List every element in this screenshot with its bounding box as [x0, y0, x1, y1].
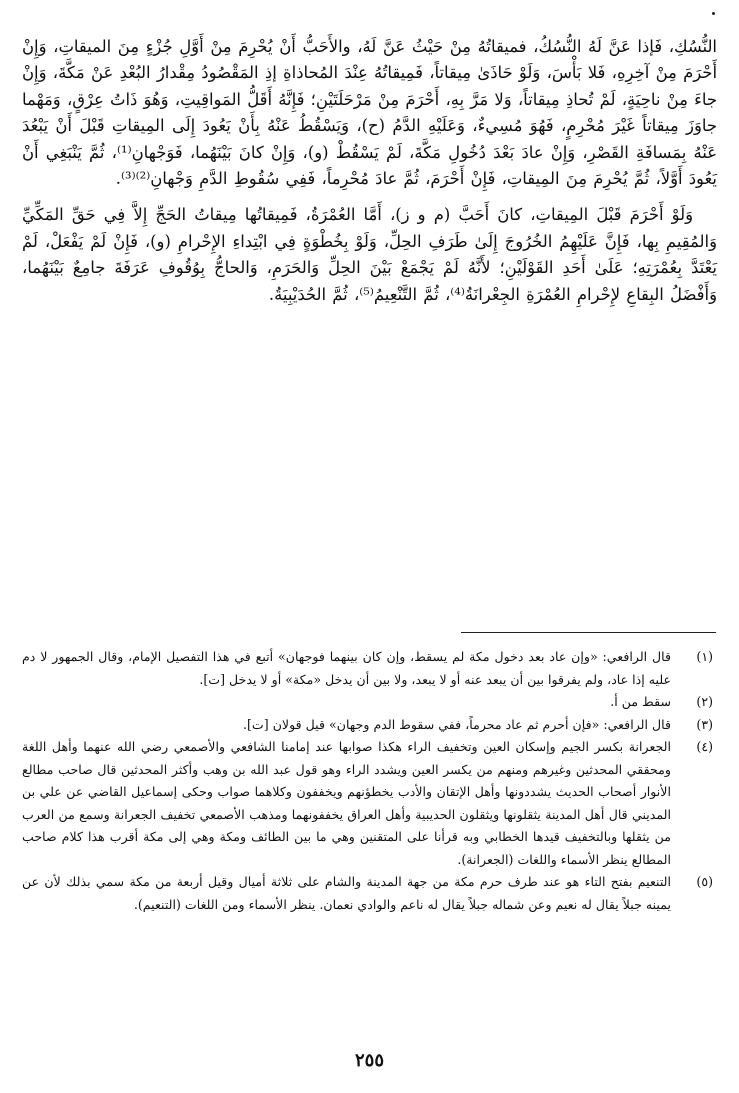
main-text — [22, 34, 717, 308]
footnote-item — [22, 691, 717, 714]
footnote-item — [22, 714, 717, 737]
footnote-text: قال الرافعي: «فإن أحرم ثم عاد محرماً، ففي سقوط الدم وجهان» قيل قولان [ت]. — [243, 716, 671, 732]
footnote-number: (٤) — [696, 739, 713, 754]
footnote-number: (٥) — [696, 874, 713, 889]
footnote-text: التنعيم بفتح التاء هو عند طرف حرم مكة من جهة المدينة والشام على ثلاثة أميال وقيل أربعة من مكة سمي بذلك لأن عن يمينه جبلاً يقال له نعيم وعن شماله جبلاً يقال له ناعم والوادي نعمان. ينظر الأسماء ومن اللغات (التنعيم). — [22, 874, 671, 912]
corner-mark — [712, 12, 715, 15]
footnote-item — [22, 736, 717, 871]
footnote-number: (١) — [696, 649, 713, 664]
footnote-number: (٢) — [696, 694, 713, 709]
main-paragraph-2: وَلَوْ أَحْرَمَ قَبْلَ المِيقاتِ، كانَ أَحَبَّ (م و ز)، أَمَّا العُمْرَةُ، فَمِيقاتُها مِيقاتُ الحَجِّ إِلاَّ فِي حَقِّ المَكِّيِّ وَالمُقِيمِ بِها، فَإِنَّ عَلَيْهِمُ الخُرُوجَ إِلَىٰ طَرَفِ الحِلِّ، وَلَوْ بِخُطْوَةٍ فِي ابْتِداءِ الإِحْرامِ (و)، فَإِنْ لَمْ يَفْعَلْ، لَمْ يَعْتَدَّ بِعُمْرَتِهِ؛ عَلَىٰ أَحَدِ القَوْلَيْنِ؛ لأَنَّهُ لَمْ يَجْمَعْ بَيْنَ الحِلِّ وَالحَرَمِ، وَالحاجُّ بِوُقُوفِ عَرَفَةَ جامِعٌ بَيْنَهُما، وَأَفْضَلُ البِقاعِ لإِحْرامِ العُمْرَةِ الجِعْرانَةُ⁽⁴⁾، ثُمَّ التَّنْعِيمُ⁽⁵⁾، ثُمَّ الحُدَيْبِيَةُ. — [22, 205, 717, 304]
page-number: ٢٥٥ — [354, 1050, 384, 1071]
footnote-text: سقط من أ. — [610, 694, 671, 709]
footnote-text: قال الرافعي: «وإن عاد بعد دخول مكة لم يسقط، وإن كان بينهما فوجهان» أتبع في هذا التفصيل الإمام، وقال الجمهور لا دم عليه إذا عاد، ولم يفرقوا بين أن يبعد عنه أو لا يبعد، ولا بين أن يدخل «مكة» أو لا يدخل [ت]. — [22, 649, 671, 687]
footnote-item — [22, 871, 717, 916]
footnote-separator — [461, 632, 716, 633]
footnote-item — [22, 646, 717, 691]
footnote-text: الجعرانة بكسر الجيم وإسكان العين وتخفيف الراء هكذا صوابها عند إمامنا الشافعي والأصمعي رضي الله عنهما وأهل اللغة ومحققي المحدثين وغيرهم ومنهم من يكسر العين ويشدد الراء وهو قول عبد الله بن وهب وأكثر المحدثين قال صاحب مطالع الأنوار أصحاب الحديث يشددونها وأهل الإتقان والأدب يخطؤنهم ويخففون وكلاهما صواب وحكى إسماعيل القاضي عن علي بن المديني قال أهل المدينة يثقلونها ويثقلون الحديبية وأهل العراق يخففونهما ومذهب الأصمعي تخفيف الجعرانة وسمع من العرب من يثقلها وبالتخفيف قيدها الخطابي وبه قرأنا على المتقنين وهي ما بين الطائف ومكة وهي إلى مكة أقرب هذا كلام صاحب المطالع ينظر الأسماء واللغات (الجعرانة). — [22, 739, 671, 867]
footnote-number: (٣) — [696, 716, 713, 732]
footnotes — [22, 646, 717, 916]
main-paragraph-1: النُّسُكِ، فَإذا عَنَّ لَهُ النُّسُكُ، فميقاتُهُ مِنْ حَيْثُ عَنَّ لَهُ، والأَحَبُّ أَنْ يُحْرِمَ مِنْ أَوَّلِ جُزْءٍ مِنَ الميقاتِ، وَإِنْ أَحْرَمَ مِنْ آخِرِهِ، فَلا بَأْسَ، وَلَوْ حَاذَىٰ مِيقاتاً، فَمِيقاتُهُ عِنْدَ المُحاذاةِ إذِ المَقْصُودُ مِقْدارُ البُعْدِ عَنْ مَكَّةَ، وَإِنْ جاءَ مِنْ ناحِيَةٍ، لَمْ تُحاذِ مِيقاتاً، وَلا مَرَّ بِهِ، أَحْرَمَ مِنْ مَرْحَلَتَيْنِ؛ فَإِنَّهُ أَقَلُّ المَواقِيتِ، وَهُوَ ذَاتُ عِرْقٍ، وَمَهْما جاوَزَ مِيقاتاً غَيْرَ مُحْرِمٍ، فَهُوَ مُسِيءٌ، وَعَلَيْهِ الدَّمُ (ح)، وَيَسْقُطُ عَنْهُ بِأَنْ يَعُودَ إِلَى المِيقاتِ قَبْلَ أَنْ يَبْعُدَ عَنْهُ بِمَسافَةِ القَصْرِ، وَإِنْ عادَ بَعْدَ دُخُولِ مَكَّةَ، لَمْ يَسْقُطْ (و)، وَإِنْ كانَ بَيْنَهُما، فَوَجْهانِ⁽¹⁾، ثُمَّ يَنْبَغِي أَنْ يَعُودَ أَوَّلاً، ثُمَّ يُحْرِمَ مِنَ المِيقاتِ، فَإِنْ أَحْرَمَ، ثُمَّ عادَ مُحْرِماً، فَفِي سُقُوطِ الدَّمِ وَجْهانِ⁽²⁾⁽³⁾. — [22, 37, 717, 189]
